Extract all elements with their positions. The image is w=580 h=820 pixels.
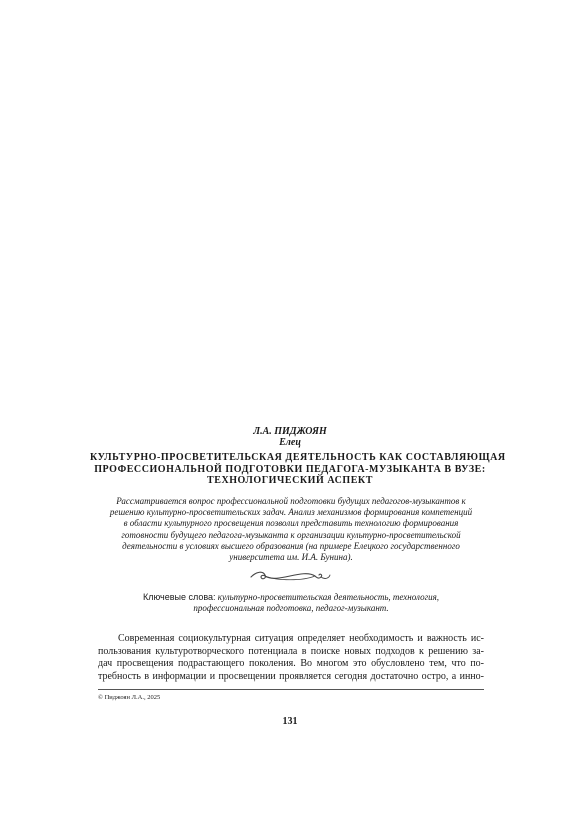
- title-line: ТЕХНОЛОГИЧЕСКИЙ АСПЕКТ: [207, 475, 373, 486]
- keywords-text: культурно-просветительская деятельность, технология,: [217, 592, 440, 602]
- body-line: пользования культуротворческого потенциала в поиске новых подходов к решению за-: [98, 645, 484, 657]
- footnote-rule: [98, 689, 484, 690]
- abstract-line: в области культурного просвещения позволил представить технологию формирования: [123, 518, 459, 529]
- copyright-notice: © Пиджоян Л.А., 2025: [98, 694, 161, 701]
- body-line: дач просвещения подрастающего поколения. Во многом это обусловлено тем, что по-: [98, 658, 484, 669]
- author-city: Елец: [279, 437, 301, 448]
- abstract-line: университета им. И.А. Бунина).: [229, 552, 353, 563]
- body-line: требность в информации и просвещении проявляется сегодня достаточно остро, а инно-: [98, 670, 484, 682]
- title-line: КУЛЬТУРНО-ПРОСВЕТИТЕЛЬСКАЯ ДЕЯТЕЛЬНОСТЬ КАК СОСТАВЛЯЮЩАЯ: [90, 452, 506, 463]
- body-paragraph: [98, 633, 484, 683]
- page-number: 131: [282, 716, 298, 727]
- swirl-divider-icon: [247, 568, 333, 584]
- article-title: [90, 452, 506, 487]
- author-name: Л.А. ПИДЖОЯН: [253, 426, 327, 437]
- keywords: [98, 592, 484, 614]
- abstract-line: готовности будущего педагога-музыканта к организации культурно-просветительской: [121, 529, 461, 540]
- abstract-line: решению культурно-просветительских задач. Анализ механизмов формирования компетенций: [109, 507, 473, 518]
- body-line: Современная социокультурная ситуация определяет необходимость и важность ис-: [118, 633, 484, 644]
- keywords-text: профессиональная подготовка, педагог-музыкант.: [193, 603, 389, 614]
- abstract: [98, 496, 484, 563]
- abstract-line: деятельности в условиях высшего образования (на примере Елецкого государственного: [122, 540, 460, 551]
- abstract-line: Рассматривается вопрос профессиональной подготовки будущих педагогов-музыкантов к: [116, 496, 466, 506]
- title-line: ПРОФЕССИОНАЛЬНОЙ ПОДГОТОВКИ ПЕДАГОГА-МУЗЫКАНТА В ВУЗЕ:: [94, 463, 486, 475]
- keywords-line-1: [98, 592, 484, 603]
- keywords-label: Ключевые слова:: [142, 592, 216, 602]
